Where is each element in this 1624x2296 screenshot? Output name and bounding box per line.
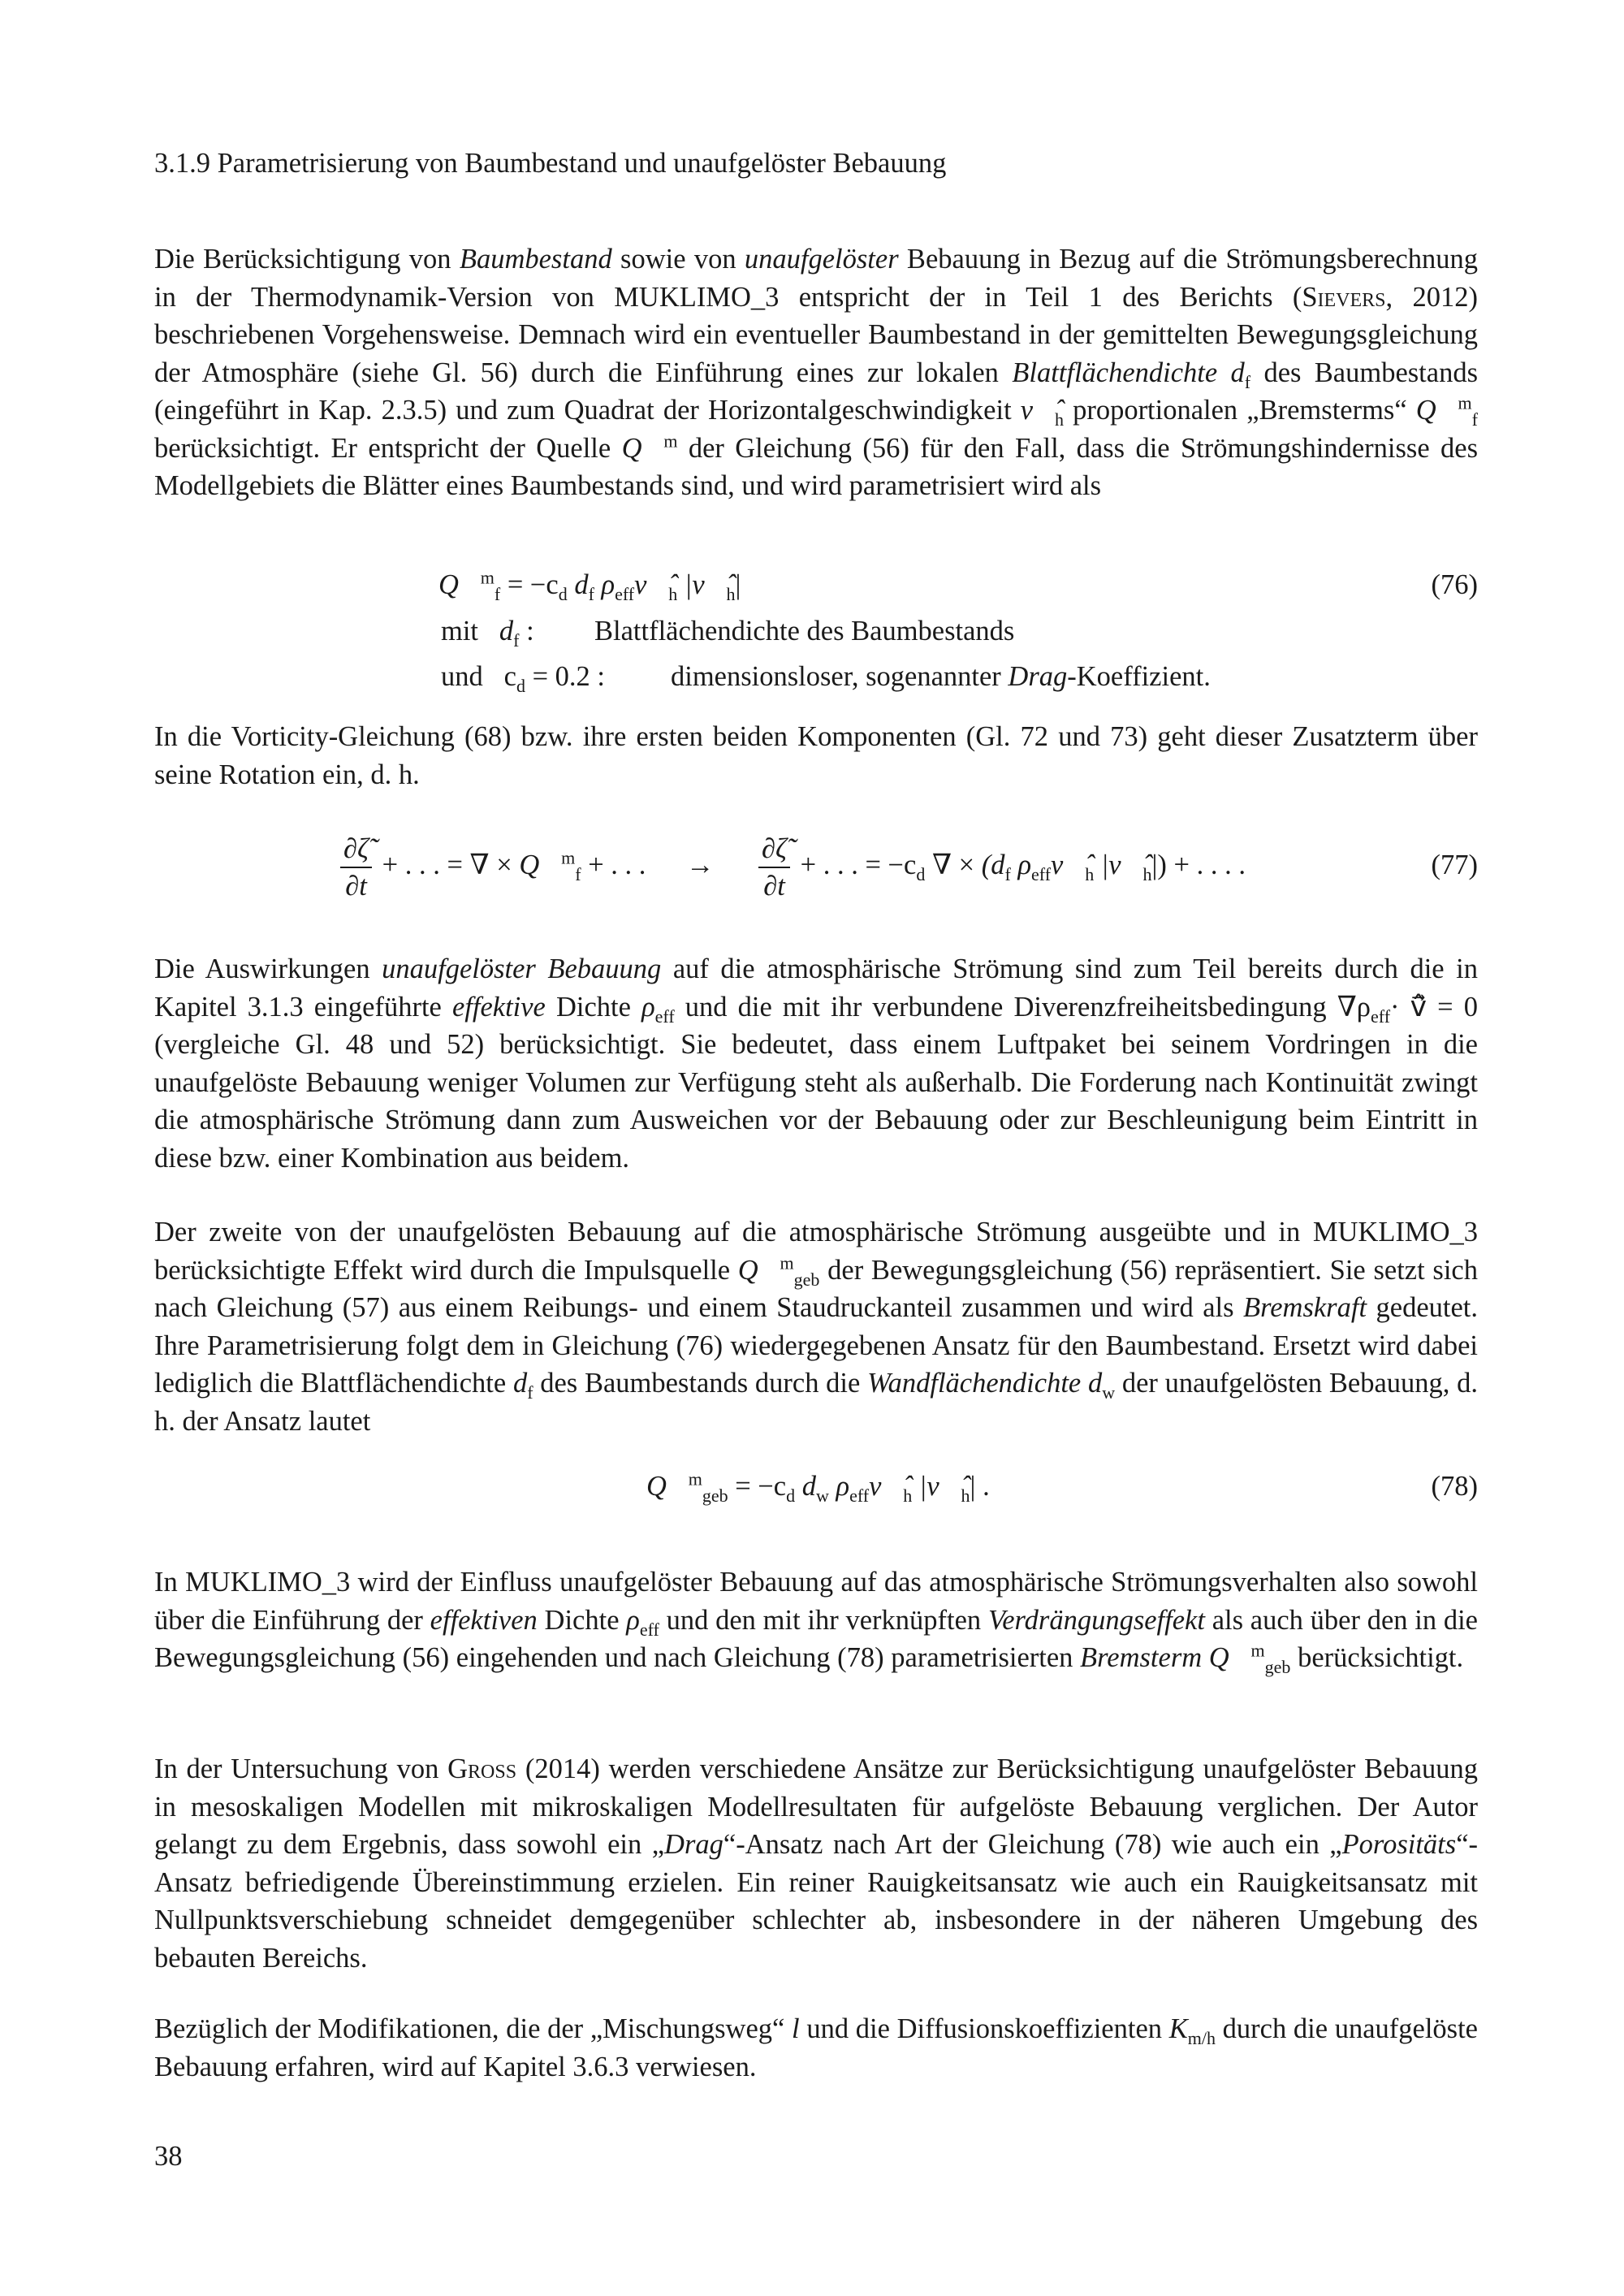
paragraph-4: Der zweite von der unaufgelösten Bebauung auf die atmosphärische Strömung ausgeübte und in MUKLIMO_3 berücksichtigte Effekt wird durch die Impulsquelle Q⃗$^m_{geb}$ der Bewegungsgleichung (56) repräsentiert. Sie setzt sich nach Gleichung (57) aus einem Reibungs- und einem Staudruckanteil zusammen und wird als Bremskraft gedeutet. Ihre Parametrisierung folgt dem in Gleichung (76) wiedergegebenen Ansatz für den Baumbestand. Ersetzt wird dabei lediglich die Blattflächendichte $d_f$ des Baumbestands durch die Wandflächendichte $d_w$ der unaufgelösten Bebauung, d. h. der Ansatz lautet [154, 1217, 1479, 1437]
definition-df: mit $d_f$ : [441, 616, 534, 651]
definition-cd-text: dimensionsloser, sogenannter Drag-Koeffizient. [671, 661, 1211, 692]
equation-number: (76) [1431, 569, 1478, 600]
paragraph-7: Bezüglich der Modifikationen, die der „Mischungsweg“ l und die Diffusionskoeffizienten $K_{m/h}$ durch die unaufgelöste Bebauung erfahren, wird auf Kapitel 3.6.3 verwiesen. [154, 2013, 1478, 2082]
paragraph-2: In die Vorticity-Gleichung (68) bzw. ihre ersten beiden Komponenten (Gl. 72 und 73) geht dieser Zusatzterm über seine Rotation ein, d. h. [154, 721, 1478, 790]
page-number: 38 [154, 2141, 183, 2172]
paragraph-1: Die Berücksichtigung von Baumbestand sowie von unaufgelöster Bebauung in Bezug auf die Strömungsberechnung in der Thermodynamik-Version von MUKLIMO_3 entspricht der in Teil 1 des Berichts (Sievers, 2012) beschriebenen Vorgehensweise. Demnach wird ein eventueller Baumbestand in der gemittelten Bewegungsgleichung der Atmosphäre (siehe Gl. 56) durch die Einführung eines zur lokalen Blattflächendichte $d_f$ des Baumbestands (eingeführt in Kap. 2.3.5) und zum Quadrat der Horizontalgeschwindigkeit $v⃗̂_h$ proportionalen „Bremsterms“ Q⃗$^m_f$ berücksichtigt. Er entspricht der Quelle Q⃗$^m$ der Gleichung (56) für den Fall, dass die Strömungshindernisse des Modellgebiets die Blätter eines Baumbestands sind, und wird parametrisiert wird als [154, 244, 1479, 501]
equation-78: Q⃗$^m_{geb}$ = $-c_d$ $d_w$ $\rho_{eff}v⃗̂_h$ $|v⃗̂_h|$ . (78) [0, 1462, 1624, 1511]
equation-76: Q⃗$^m_f$ = $-c_d$ $d_f$ $\rho_{eff}v⃗̂_h$ $|v⃗̂_h|$ (76) [0, 560, 1624, 609]
section-heading: 3.1.9 Parametrisierung von Baumbestand und unaufgelöster Bebauung [154, 148, 947, 179]
paragraph-3: Die Auswirkungen unaufgelöster Bebauung auf die atmosphärische Strömung sind zum Teil bereits durch die in Kapitel 3.1.3 eingeführte effektive Dichte $\rho_{eff}$ und die mit ihr verbundene Diverenzfreiheitsbedingung $\nabla\rho_{eff}\cdot$ v⃗̂ = 0 (vergleiche Gl. 48 und 52) berücksichtigt. Sie bedeutet, dass einem Luftpaket bei seinem Vordringen in die unaufgelöste Bebauung weniger Volumen zur Verfügung steht als außerhalb. Die Forderung nach Kontinuität zwingt die atmosphärische Strömung dann zum Ausweichen vor der Bebauung oder zur Beschleunigung beim Eintritt in diese bzw. einer Kombination aus beidem. [154, 953, 1478, 1174]
equation-77: $\frac{\partial\zetã̃}{\partial t}$ + . . . = ∇ × Q⃗$^m_f$ + . . . → $\frac{\partial\zetã̃}{\partial t}$ + . . . = $-c_d$ ∇ × ($d_f$ $\rho_{eff}v⃗̂_h$ $|v⃗̂_h|$) + . . . . (77) [0, 820, 1624, 910]
equation-number: (77) [1431, 850, 1478, 880]
paragraph-6: In der Untersuchung von Gross (2014) werden verschiedene Ansätze zur Berücksichtigung unaufgelöster Bebauung in mesoskaligen Modellen mit mikroskaligen Modellresultaten für aufgelöste Bebauung verglichen. Der Autor gelangt zu dem Ergebnis, dass sowohl ein „Drag“-Ansatz nach Art der Gleichung (78) wie auch ein „Porositäts“-Ansatz befriedigende Übereinstimmung erzielen. Ein reiner Rauigkeitsansatz wie auch ein Rauigkeitsansatz mit Nullpunktsverschiebung schneidet demgegenüber schlechter ab, insbesondere in der näheren Umgebung des bebauten Bereichs. [154, 1753, 1478, 1974]
paragraph-5: In MUKLIMO_3 wird der Einfluss unaufgelöster Bebauung auf das atmosphärische Strömungsverhalten also sowohl über die Einführung der effektiven Dichte $\rho_{eff}$ und den mit ihr verknüpften Verdrängungseffekt als auch über den in die Bewegungsgleichung (56) eingehenden und nach Gleichung (78) parametrisierten Bremsterm Q⃗$^m_{geb}$ berücksichtigt. [154, 1567, 1478, 1677]
definition-cd: und $c_d = 0.2$ : [441, 661, 605, 696]
equation-number: (78) [1431, 1471, 1478, 1502]
definition-df-text: Blattflächendichte des Baumbestands [594, 616, 1015, 646]
